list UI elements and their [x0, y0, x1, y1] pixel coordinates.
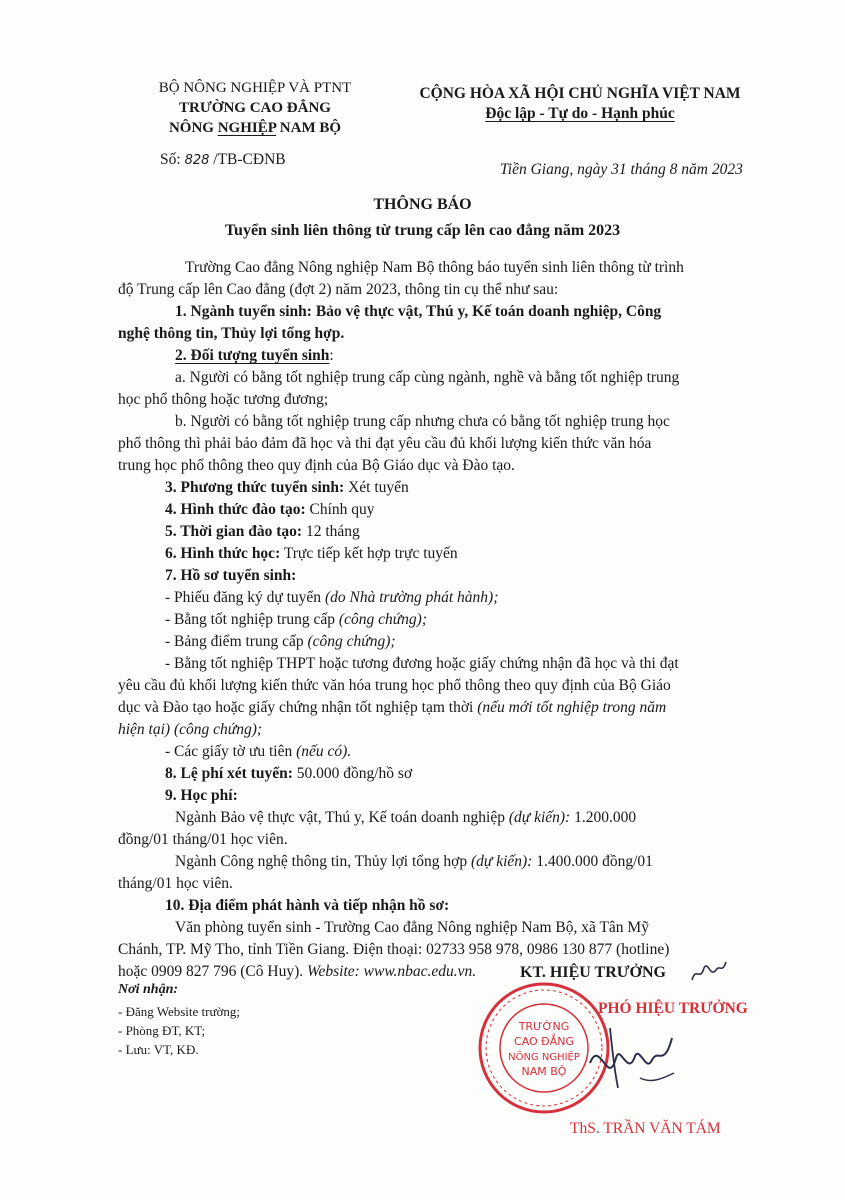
- section-10-line-3: hoặc 0909 827 796 (Cô Huy). Website: www.nbac.edu.vn.: [118, 963, 477, 980]
- section-9-item-2-line-2: tháng/01 học viên.: [118, 875, 233, 892]
- intro-line-1: Trường Cao đẳng Nông nghiệp Nam Bộ thông báo tuyển sinh liên thông từ trình: [185, 259, 684, 276]
- section-7-item-4-line-3: dục và Đào tạo hoặc giấy chứng nhận tốt nghiệp tạm thời (nếu mới tốt nghiệp trong năm: [118, 699, 667, 716]
- section-6: 6. Hình thức học: Trực tiếp kết hợp trực tuyến: [165, 545, 458, 562]
- intro-line-2: độ Trung cấp lên Cao đẳng (đợt 2) năm 2023, thông tin cụ thể như sau:: [118, 281, 559, 298]
- signature-position: PHÓ HIỆU TRƯỞNG: [598, 1000, 748, 1017]
- svg-text:CAO ĐẲNG: CAO ĐẲNG: [514, 1035, 574, 1048]
- recipient-item: - Phòng ĐT, KT;: [118, 1023, 206, 1038]
- national-motto: Độc lập - Tự do - Hạnh phúc: [485, 105, 675, 122]
- section-7-item-2: - Bằng tốt nghiệp trung cấp (công chứng);: [165, 611, 427, 628]
- section-1-line-2: nghệ thông tin, Thủy lợi tổng hợp.: [118, 325, 345, 342]
- recipient-item: - Đăng Website trường;: [118, 1004, 241, 1019]
- document-subtitle: Tuyển sinh liên thông từ trung cấp lên cao đẳng năm 2023: [224, 222, 621, 239]
- section-9-item-2-line-1: Ngành Công nghệ thông tin, Thủy lợi tổng hợp (dự kiến): 1.400.000 đồng/01: [175, 853, 653, 870]
- national-title-block: [395, 84, 765, 124]
- section-7-heading: 7. Hồ sơ tuyển sinh:: [165, 567, 297, 584]
- country-name: CỘNG HÒA XÃ HỘI CHỦ NGHĨA VIỆT NAM: [419, 85, 741, 102]
- section-2-a-line-1: a. Người có bằng tốt nghiệp trung cấp cùng ngành, nghề và bằng tốt nghiệp trung: [175, 369, 680, 386]
- section-7-item-5: - Các giấy tờ ưu tiên (nếu có).: [165, 743, 352, 760]
- ministry-name: BỘ NÔNG NGHIỆP VÀ PTNT: [158, 80, 352, 96]
- recipients-label: Nơi nhận:: [118, 982, 179, 997]
- section-2-a-line-2: học phổ thông hoặc tương đương;: [118, 391, 329, 408]
- school-name-line2: NÔNG NGHIỆP NAM BỘ: [168, 120, 342, 136]
- section-2-heading: 2. Đối tượng tuyển sinh:: [175, 347, 334, 364]
- svg-text:NAM BỘ: NAM BỘ: [521, 1065, 567, 1078]
- section-9-item-1-line-2: đồng/01 tháng/01 học viên.: [118, 831, 288, 848]
- section-10-line-1: Văn phòng tuyển sinh - Trường Cao đẳng Nông nghiệp Nam Bộ, xã Tân Mỹ: [175, 919, 649, 936]
- section-7-item-4-line-1: - Bằng tốt nghiệp THPT hoặc tương đương hoặc giấy chứng nhận đã học và thi đạt: [165, 655, 679, 672]
- section-7-item-4-line-2: yêu cầu đủ khối lượng kiến thức văn hóa trung học phổ thông theo quy định của Bộ Giáo: [118, 677, 671, 694]
- initial-mark: [688, 956, 728, 986]
- section-2-b-line-1: b. Người có bằng tốt nghiệp trung cấp nhưng chưa có bằng tốt nghiệp trung học: [175, 413, 670, 430]
- signer-name: ThS. TRẦN VĂN TÁM: [570, 1120, 721, 1137]
- handwritten-signature: [580, 1018, 680, 1098]
- section-9-item-1-line-1: Ngành Bảo vệ thực vật, Thú y, Kế toán doanh nghiệp (dự kiến): 1.200.000: [175, 809, 637, 826]
- section-4: 4. Hình thức đào tạo: Chính quy: [165, 501, 375, 518]
- section-10-line-2: Chánh, TP. Mỹ Tho, tỉnh Tiền Giang. Điện thoại: 02733 958 978, 0986 130 877 (hotline): [118, 941, 670, 958]
- school-name-line1: TRƯỜNG CAO ĐẲNG: [179, 100, 331, 116]
- svg-text:TRƯỜNG: TRƯỜNG: [518, 1020, 570, 1033]
- section-1-line-1: 1. Ngành tuyển sinh: Bảo vệ thực vật, Thú y, Kế toán doanh nghiệp, Công: [175, 303, 662, 320]
- recipient-item: - Lưu: VT, KĐ.: [118, 1042, 199, 1057]
- signature-title: KT. HIỆU TRƯỞNG: [520, 964, 666, 981]
- issue-date: Tiền Giang, ngày 31 tháng 8 năm 2023: [500, 161, 743, 178]
- section-2-b-line-3: trung học phổ thông theo quy định của Bộ Giáo dục và Đào tạo.: [118, 457, 515, 474]
- recipients-list: [118, 1002, 240, 1059]
- section-9-heading: 9. Học phí:: [165, 787, 238, 804]
- section-3: 3. Phương thức tuyển sinh: Xét tuyển: [165, 479, 409, 496]
- section-7-item-3: - Bảng điểm trung cấp (công chứng);: [165, 633, 396, 650]
- section-7-item-1: - Phiếu đăng ký dự tuyển (do Nhà trường phát hành);: [165, 589, 499, 606]
- document-title: THÔNG BÁO: [373, 196, 472, 213]
- section-7-item-4-line-4: hiện tại) (công chứng);: [118, 721, 263, 738]
- svg-text:NÔNG NGHIỆP: NÔNG NGHIỆP: [508, 1052, 580, 1063]
- section-10-heading: 10. Địa điểm phát hành và tiếp nhận hồ sơ:: [165, 897, 450, 914]
- issuer-block: [120, 78, 390, 138]
- section-2-b-line-2: phổ thông thì phải bảo đảm đã học và thi đạt yêu cầu đủ khối lượng kiến thức văn hóa: [118, 435, 652, 452]
- section-5: 5. Thời gian đào tạo: 12 tháng: [165, 523, 360, 540]
- document-number: Số: 828 /TB-CĐNB: [160, 151, 286, 168]
- section-8: 8. Lệ phí xét tuyển: 50.000 đồng/hồ sơ: [165, 765, 413, 782]
